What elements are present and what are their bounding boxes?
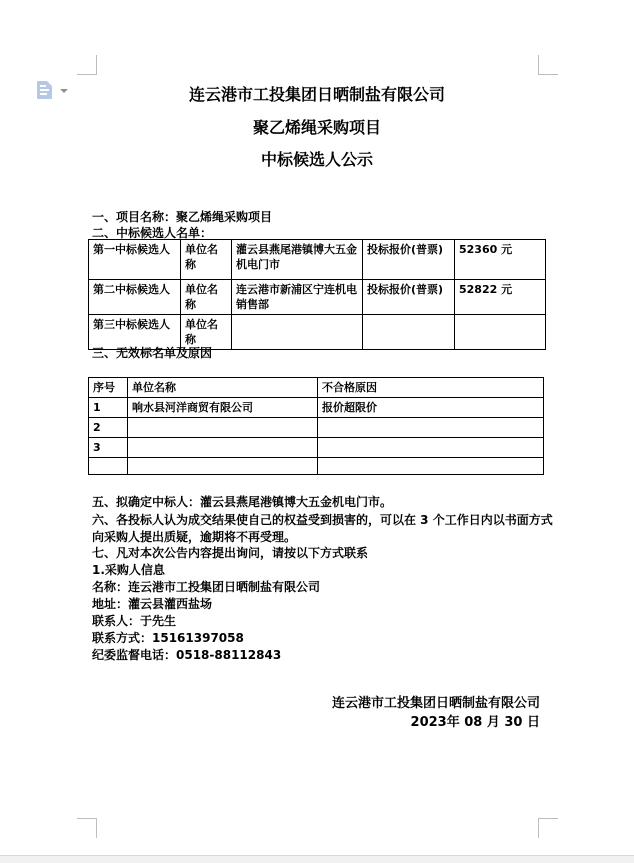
table-row [89, 418, 544, 438]
bid-price-label: 投标报价(普票) [363, 240, 455, 280]
contact-name: 名称：连云港市工投集团日晒制盐有限公司 [92, 580, 321, 594]
section-item6: 六、各投标人认为成交结果使自己的权益受到损害的，可以在 3 个工作日内以书面方式向采购人提出质疑，逾期将不再受理。 [92, 513, 553, 545]
bid-price-label [363, 315, 455, 350]
unit-name-label: 单位名称 [181, 315, 232, 350]
crop-mark-top-right-icon [538, 55, 558, 75]
row-unit [128, 458, 318, 475]
purchaser-info-heading: 1.采购人信息 [92, 563, 165, 577]
window-bottom-edge [0, 855, 634, 863]
unit-name-value: 连云港市新浦区宁连机电销售部 [232, 280, 363, 315]
row-no: 3 [89, 438, 128, 458]
section-item7: 七、凡对本次公告内容提出询问，请按以下方式联系 [92, 546, 369, 560]
crop-mark-bottom-left-icon [77, 818, 97, 838]
table-row [89, 438, 544, 458]
candidate-rank: 第三中标候选人 [89, 315, 181, 350]
bid-price-label: 投标报价(普票) [363, 280, 455, 315]
contact-person: 联系人：于先生 [92, 614, 177, 628]
table-row [89, 315, 546, 350]
crop-mark-bottom-right-icon [538, 818, 558, 838]
bid-price-value [455, 315, 546, 350]
row-no: 1 [89, 398, 128, 418]
unit-name-value [232, 315, 363, 350]
section-item5: 五、拟确定中标人：灌云县燕尾港镇博大五金机电门市。 [92, 495, 393, 509]
table-header-row [89, 378, 544, 398]
footer-signature [332, 694, 540, 732]
title-company: 连云港市工投集团日晒制盐有限公司 [188, 85, 445, 104]
row-unit: 响水县河洋商贸有限公司 [128, 398, 318, 418]
title-announcement: 中标候选人公示 [260, 150, 373, 169]
row-unit [128, 418, 318, 438]
invalid-bids-table [88, 377, 544, 475]
section-item2: 二、中标候选人名单： [92, 226, 213, 240]
footer-date: 2023年 08 月 30 日 [410, 715, 540, 730]
bid-price-value: 52822 元 [455, 280, 546, 315]
contact-address: 地址：灌云县灌西盐场 [92, 597, 213, 611]
row-no [89, 458, 128, 475]
section-item3: 三、无效标名单及原因 [92, 346, 213, 360]
contact-phone: 联系方式：15161397058 [92, 631, 244, 645]
row-no: 2 [89, 418, 128, 438]
row-reason [318, 458, 544, 475]
col-header-reason: 不合格原因 [318, 378, 544, 398]
row-reason: 报价超限价 [318, 398, 544, 418]
table-row [89, 280, 546, 315]
unit-name-label: 单位名称 [181, 240, 232, 280]
unit-name-label: 单位名称 [181, 280, 232, 315]
row-reason [318, 418, 544, 438]
row-reason [318, 438, 544, 458]
title-project: 聚乙烯绳采购项目 [252, 118, 381, 137]
bid-price-value: 52360 元 [455, 240, 546, 280]
contact-supervision-phone: 纪委监督电话：0518-88112843 [92, 648, 282, 662]
candidates-table [88, 239, 546, 350]
section-item1: 一、项目名称：聚乙烯绳采购项目 [92, 210, 273, 224]
crop-mark-top-left-icon [77, 55, 97, 75]
row-unit [128, 438, 318, 458]
col-header-no: 序号 [89, 378, 128, 398]
table-row [89, 398, 544, 418]
table-row [89, 240, 546, 280]
footer-company: 连云港市工投集团日晒制盐有限公司 [331, 696, 540, 711]
col-header-unit: 单位名称 [128, 378, 318, 398]
candidate-rank: 第二中标候选人 [89, 280, 181, 315]
table-row [89, 458, 544, 475]
unit-name-value: 灌云县燕尾港镇博大五金机电门市 [232, 240, 363, 280]
candidate-rank: 第一中标候选人 [89, 240, 181, 280]
